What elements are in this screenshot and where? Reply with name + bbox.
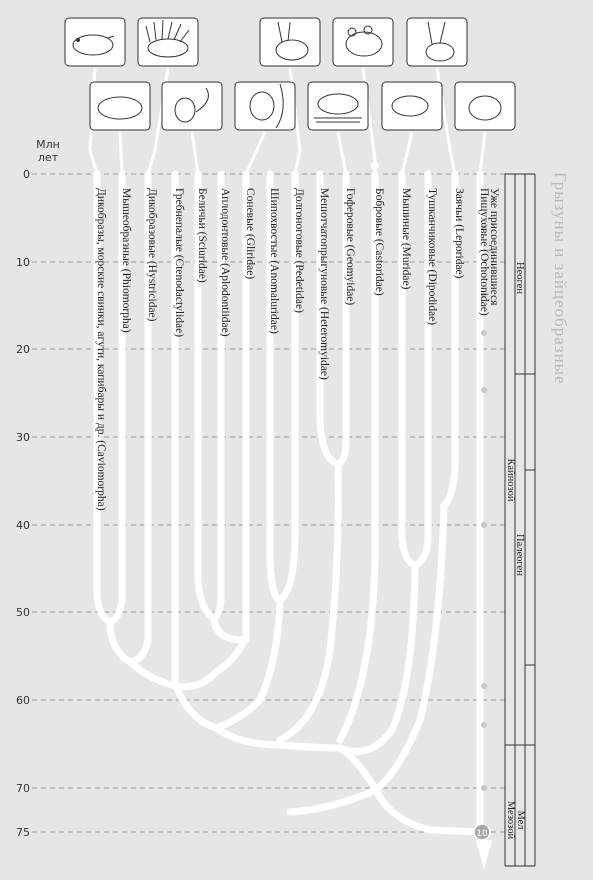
joined-dot — [481, 722, 487, 728]
label-pedetidae: Долгоноговые (Pedetidae) — [293, 188, 305, 313]
mole-rat-icon — [90, 82, 150, 130]
leader-beaver — [338, 132, 346, 174]
tick-label-0: 0 — [23, 168, 30, 181]
joined-dot — [481, 330, 487, 336]
node-marker — [474, 824, 490, 840]
label-gliridae: Соневые (Gliridae) — [244, 188, 256, 280]
time-arrow-icon — [476, 840, 492, 870]
label-dipodidae: Тушканчиковые (Dipodidae) — [426, 188, 438, 326]
branch-geomyoid-join — [280, 464, 338, 740]
period-neogene: Неоген — [514, 262, 525, 294]
marker-label: 10 — [476, 829, 488, 839]
porcupine-icon — [138, 18, 198, 66]
branch-rodent-stem — [176, 686, 376, 790]
mouse-icon — [333, 18, 393, 66]
leader-squirrel — [192, 132, 198, 174]
hare-icon — [407, 18, 467, 66]
label-sciuridae: Беличьи (Sciuridae) — [196, 188, 208, 283]
period-cenozoic: Кайнозой — [505, 458, 516, 502]
tick-label-75: 75 — [16, 826, 30, 839]
pika-icon — [455, 82, 515, 130]
tick-label-10: 10 — [16, 256, 30, 269]
axis-title-line1: Млн — [36, 138, 60, 151]
label-geomyidae: Гоферовые (Geomyidae) — [344, 188, 356, 306]
tick-label-20: 20 — [16, 343, 30, 356]
icon-row-bottom — [90, 82, 515, 130]
leader-mole-rat — [120, 132, 122, 174]
diagram-title: Грызуны и зайцеобразные — [551, 172, 570, 385]
squirrel-icon — [162, 82, 222, 130]
rabbit-icon — [260, 18, 320, 66]
label-leporidae: Заячьи (Leporidae) — [453, 188, 465, 279]
leader-pika — [480, 132, 485, 174]
period-paleogene: Палеоген — [514, 534, 525, 576]
leader-dots — [371, 162, 379, 170]
branch-root-foot — [290, 790, 376, 812]
leader-dormouse — [246, 132, 265, 174]
joined-dot — [481, 387, 487, 393]
dormouse-icon — [235, 82, 295, 130]
label-hystricidae: Дикобразовые (Hystricidae) — [146, 188, 158, 322]
label-phiomorpha: Мышеобразные (Phiomorpha) — [120, 188, 132, 333]
leader-gerbil — [402, 132, 412, 174]
tick-label-70: 70 — [16, 782, 30, 795]
branch-root — [376, 790, 480, 832]
joined-dot — [481, 522, 487, 528]
label-ochotonidae: Пищуховые (Ochotonidae) — [478, 188, 490, 316]
label-castoridae: Бобровые (Castoridae) — [373, 188, 385, 296]
label-heteromyidae: Мешотчатопрыгуновые (Heteromyidae) — [318, 188, 330, 380]
tick-label-40: 40 — [16, 519, 30, 532]
branch-pedetidae — [280, 174, 295, 600]
axis-title — [28, 138, 68, 164]
label-ctenodactylidae: Гребнепалые (Ctenodactylidae) — [173, 188, 185, 338]
leader-dot — [371, 162, 379, 170]
beaver-icon — [308, 82, 368, 130]
guinea-pig-icon — [65, 18, 125, 66]
tick-label-30: 30 — [16, 431, 30, 444]
tick-label-60: 60 — [16, 694, 30, 707]
tick-labels — [16, 168, 30, 839]
joined-dot — [481, 683, 487, 689]
label-caviomorpha: Дикобразы, морские свинки, агути, капибары и др. (Caviomorpha) — [95, 188, 107, 511]
period-mesozoic: Мезозой — [505, 800, 516, 840]
period-cretaceous: Мел — [515, 810, 526, 830]
label-already-joined: Уже присоединившиеся — [488, 188, 500, 306]
axis-title-line2: лет — [37, 151, 59, 164]
joined-dot — [481, 785, 487, 791]
label-anomaluridae: Шипохвостые (Anomaluridae) — [268, 188, 280, 334]
tick-label-50: 50 — [16, 606, 30, 619]
gerbil-icon — [382, 82, 442, 130]
branch-sciuro-to-root — [176, 640, 244, 687]
label-muridae: Мышиные (Muridae) — [400, 188, 412, 290]
branch-sciuromorpha-join — [214, 618, 244, 640]
icon-row-top — [65, 18, 467, 66]
label-aplodontiidae: Аплодонтовые (Aplodontiidae) — [219, 188, 231, 337]
